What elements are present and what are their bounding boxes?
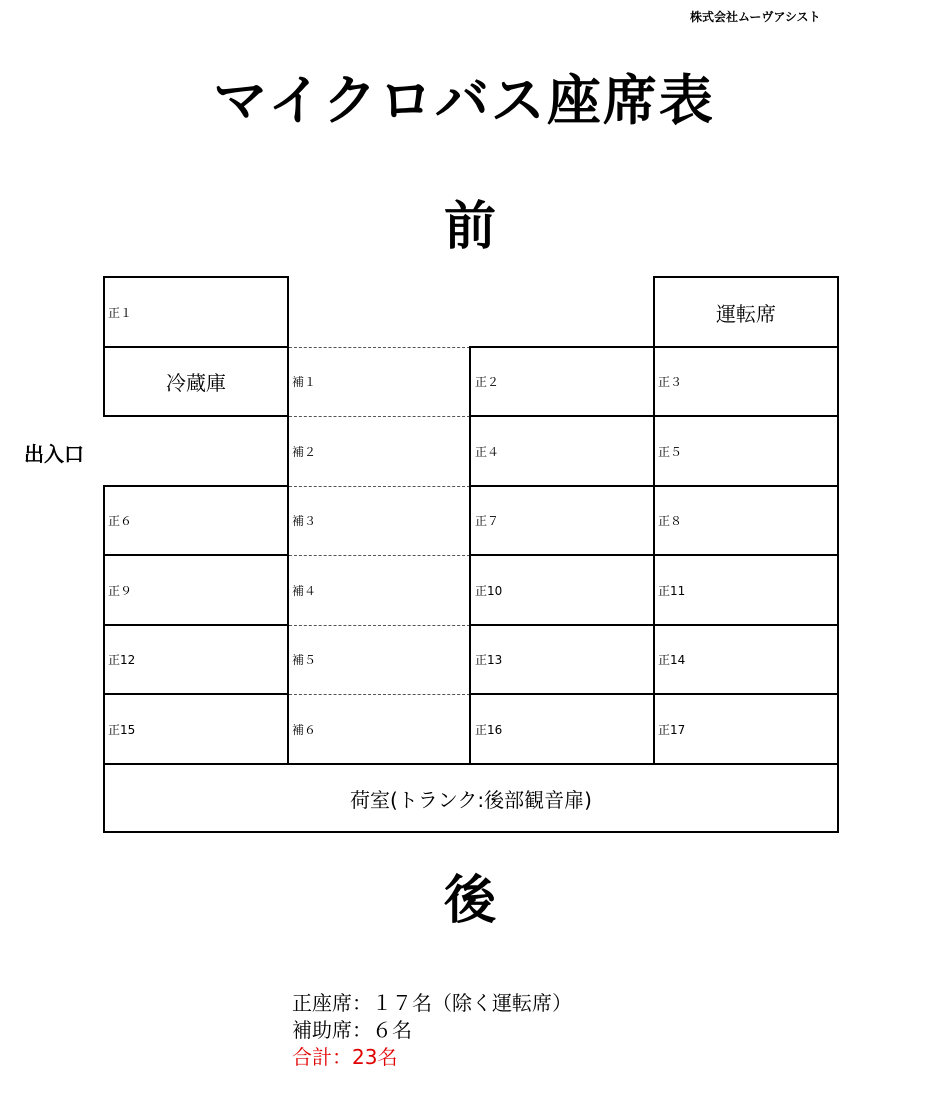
company-name: 株式会社ムーヴアシスト xyxy=(690,10,821,24)
grid-line xyxy=(653,276,839,278)
aisle-dashed-line xyxy=(289,486,470,487)
grid-line xyxy=(837,276,839,833)
seat-auxiliary-2: 補２ xyxy=(292,444,317,459)
front-label: 前 xyxy=(443,197,496,257)
seat-auxiliary-1: 補１ xyxy=(292,375,317,389)
seat-regular-15: 正15 xyxy=(108,722,136,737)
summary-auxiliary: 補助席：６名 xyxy=(292,1018,412,1042)
seat-regular-11: 正11 xyxy=(658,583,686,598)
page-title: マイクロバス座席表 xyxy=(213,69,715,132)
summary-regular: 正座席：１７名（除く運転席） xyxy=(292,991,572,1015)
grid-line xyxy=(103,485,289,487)
seat-auxiliary-3: 補３ xyxy=(292,514,317,528)
driver-seat: 運転席 xyxy=(716,301,776,326)
seat-regular-5: 正５ xyxy=(658,444,683,459)
seat-regular-3: 正３ xyxy=(658,375,683,389)
seat-regular-2: 正２ xyxy=(475,375,500,389)
grid-line xyxy=(103,346,289,348)
seat-auxiliary-5: 補５ xyxy=(292,653,317,667)
grid-line xyxy=(287,276,289,765)
seat-regular-4: 正４ xyxy=(475,444,500,459)
seat-regular-14: 正14 xyxy=(658,653,686,667)
aisle-dashed-line xyxy=(289,416,470,417)
seat-regular-13: 正13 xyxy=(475,653,503,667)
aisle-dashed-line xyxy=(289,347,470,348)
seat-regular-17: 正17 xyxy=(658,722,686,737)
seat-regular-8: 正８ xyxy=(658,514,683,528)
grid-line xyxy=(103,693,289,695)
seat-regular-12: 正12 xyxy=(108,653,136,667)
back-label: 後 xyxy=(443,871,496,931)
seat-regular-16: 正16 xyxy=(475,722,503,737)
grid-line xyxy=(103,415,289,417)
aisle-dashed-line xyxy=(289,555,470,556)
seat-regular-10: 正10 xyxy=(475,583,503,598)
grid-line xyxy=(103,554,289,556)
grid-line xyxy=(103,276,105,417)
seat-auxiliary-4: 補４ xyxy=(292,583,317,598)
grid-line xyxy=(103,276,289,278)
grid-line xyxy=(103,624,289,626)
seat-regular-1: 正１ xyxy=(108,305,133,320)
seat-regular-6: 正６ xyxy=(108,514,133,528)
grid-line xyxy=(103,485,105,833)
seat-auxiliary-6: 補６ xyxy=(292,722,317,737)
seat-regular-9: 正９ xyxy=(108,583,133,598)
entrance-label: 出入口 xyxy=(24,442,84,466)
cargo-area: 荷室(トランク:後部観音扉) xyxy=(350,787,592,812)
grid-line xyxy=(469,346,471,765)
seat-regular-7: 正７ xyxy=(475,514,500,528)
summary-total: 合計：23名 xyxy=(292,1045,398,1069)
aisle-dashed-line xyxy=(289,625,470,626)
seat-summary xyxy=(292,990,572,1071)
aisle-dashed-line xyxy=(289,694,470,695)
grid-line xyxy=(103,763,839,765)
grid-line xyxy=(103,831,839,833)
refrigerator: 冷蔵庫 xyxy=(166,371,226,395)
grid-line xyxy=(653,276,655,765)
